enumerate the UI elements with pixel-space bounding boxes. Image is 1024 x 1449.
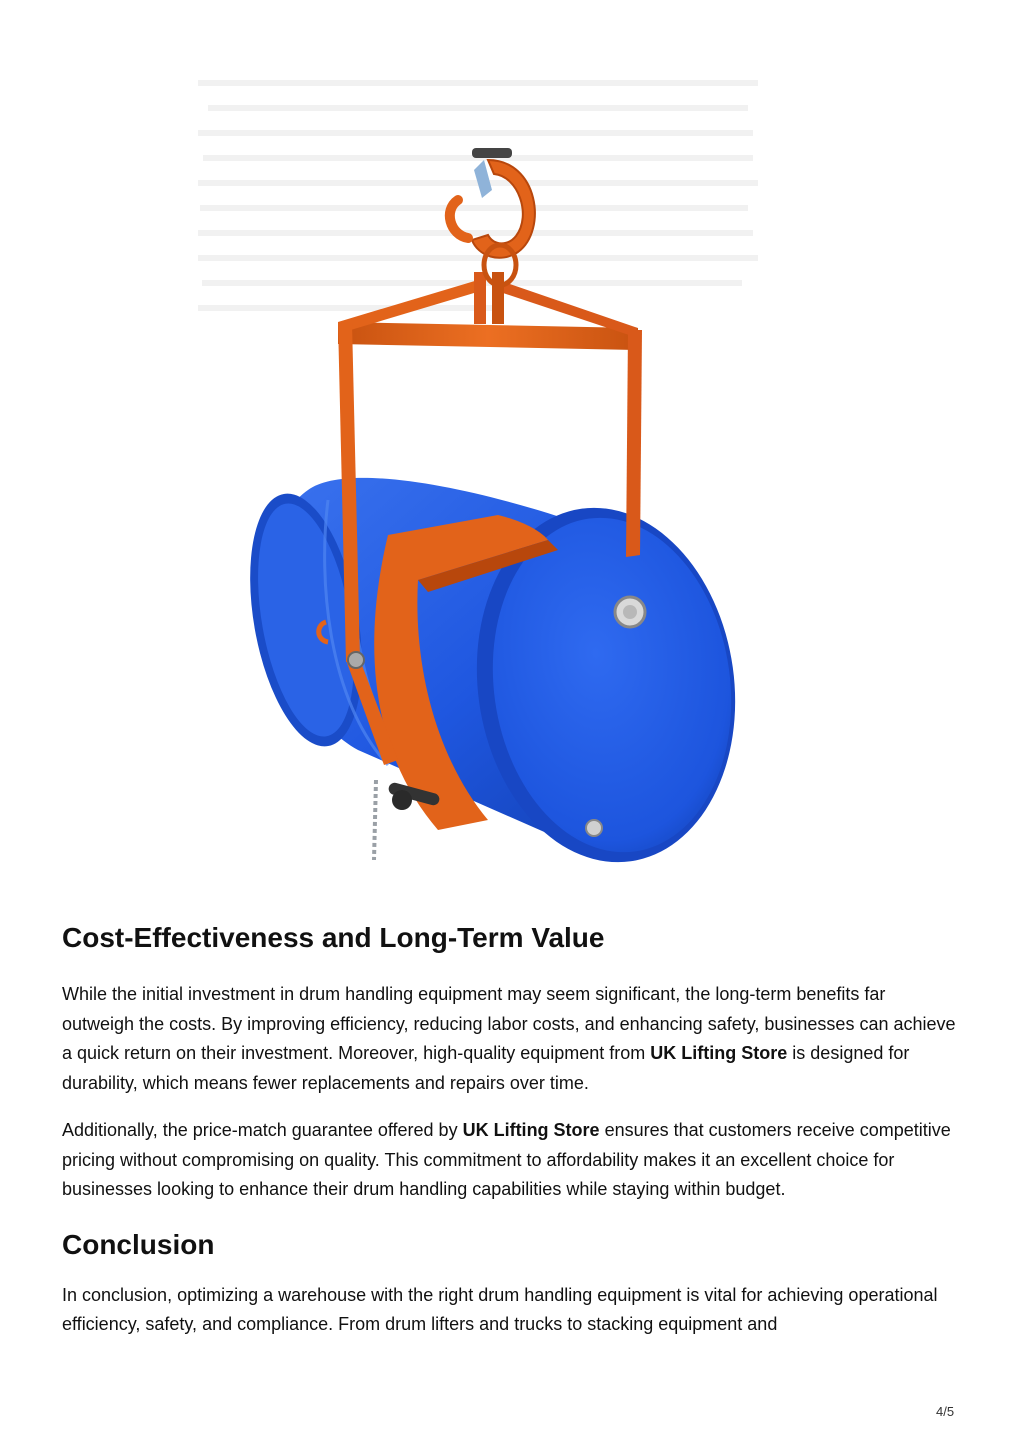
brand-name: UK Lifting Store: [462, 1120, 600, 1140]
drum-bung-small-icon: [586, 820, 602, 836]
article-body: [62, 918, 962, 1358]
crane-hook-icon: [450, 148, 535, 285]
section-heading-conclusion: Conclusion: [62, 1228, 215, 1260]
brand-name: UK Lifting Store: [650, 1043, 788, 1063]
cost-p2-text-b: ensures that customers receive competitive pricing without compromising on quality. This commitment to affordability makes it an excellent choice for businesses looking to enhance their drum handling capabilities while staying within budget.: [62, 1120, 951, 1199]
cost-paragraph-2: [62, 1116, 962, 1205]
cost-p2-text-a: Additionally, the price-match guarantee offered by: [62, 1120, 463, 1140]
page-number: 4/5: [936, 1404, 955, 1419]
section-heading-cost: Cost-Effectiveness and Long-Term Value: [62, 922, 605, 953]
cost-paragraph-1: [62, 980, 962, 1098]
drum-lifter-image: [188, 60, 778, 900]
cost-p1-text-b: is designed for durability, which means fewer replacements and repairs over time.: [62, 1043, 910, 1093]
conclusion-paragraph-1: In conclusion, optimizing a warehouse with the right drum handling equipment is vital for achieving operational efficiency, safety, and compliance. From drum lifters and trucks to stacking equipment and: [62, 1284, 938, 1334]
drum-lifter-illustration: [188, 60, 778, 900]
cost-p1-text-a: While the initial investment in drum handling equipment may seem significant, the long-term benefits far outweigh the costs. By improving efficiency, reducing labor costs, and enhancing safety, businesses can achieve a quick return on their investment. Moreover, high-quality equipment from: [62, 984, 956, 1063]
